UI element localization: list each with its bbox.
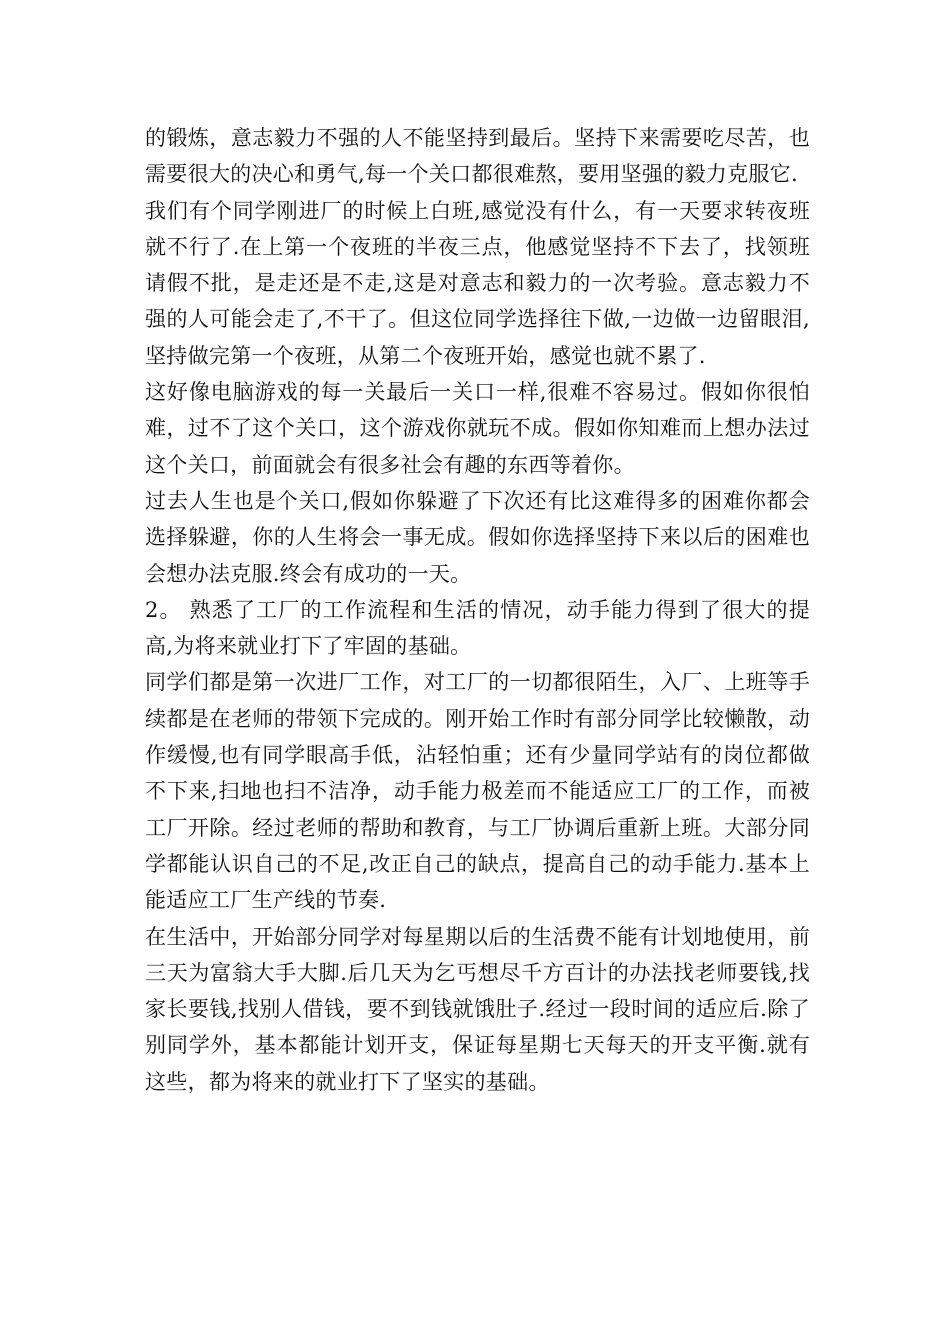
section-heading: 2。 熟悉了工厂的工作流程和生活的情况，动手能力得到了很大的提高,为将来就业打下了牢固的基础。 [145,597,810,659]
paragraph: 这好像电脑游戏的每一关最后一关口一样,很难不容易过。假如你很怕难，过不了这个关口，这个游戏你就玩不成。假如你知难而上想办法过这个关口，前面就会有很多社会有趣的东西等着你。 [145,380,810,477]
paragraph: 过去人生也是个关口,假如你躲避了下次还有比这难得多的困难你都会选择躲避，你的人生将会一事无成。假如你选择坚持下来以后的困难也会想办法克服.终会有成功的一天。 [145,488,810,586]
paragraph: 在生活中，开始部分同学对每星期以后的生活费不能有计划地使用，前三天为富翁大手大脚.后几天为乞丐想尽千方百计的办法找老师要钱,找家长要钱,找别人借钱，要不到钱就饿肚子.经过一段时间的适应后.除了别同学外，基本都能计划开支，保证每星期七天每天的开支平衡.就有这些，都为将来的就业打下了坚实的基础。 [145,924,810,1094]
paragraph: 我们有个同学刚进厂的时候上白班,感觉没有什么，有一天要求转夜班就不行了.在上第一个夜班的半夜三点，他感觉坚持不下去了，找领班请假不批，是走还是不走,这是对意志和毅力的一次考验。意志毅力不强的人可能会走了,不干了。但这位同学选择往下做,一边做一边留眼泪,坚持做完第一个夜班，从第二个夜班开始，感觉也就不累了. [145,198,810,368]
document-body [145,120,810,1100]
paragraph: 同学们都是第一次进厂工作，对工厂的一切都很陌生，入厂、上班等手续都是在老师的带领下完成的。刚开始工作时有部分同学比较懒散，动作缓慢,也有同学眼高手低，沾轻怕重；还有少量同学站有的岗位都做不下来,扫地也扫不洁净，动手能力极差而不能适应工厂的工作，而被工厂开除。经过老师的帮助和教育，与工厂协调后重新上班。大部分同学都能认识自己的不足,改正自己的缺点，提高自己的动手能力.基本上能适应工厂生产线的节奏. [145,670,810,913]
paragraph: 的锻炼，意志毅力不强的人不能坚持到最后。坚持下来需要吃尽苦，也需要很大的决心和勇气,每一个关口都很难熬，要用坚强的毅力克服它. [145,126,810,187]
